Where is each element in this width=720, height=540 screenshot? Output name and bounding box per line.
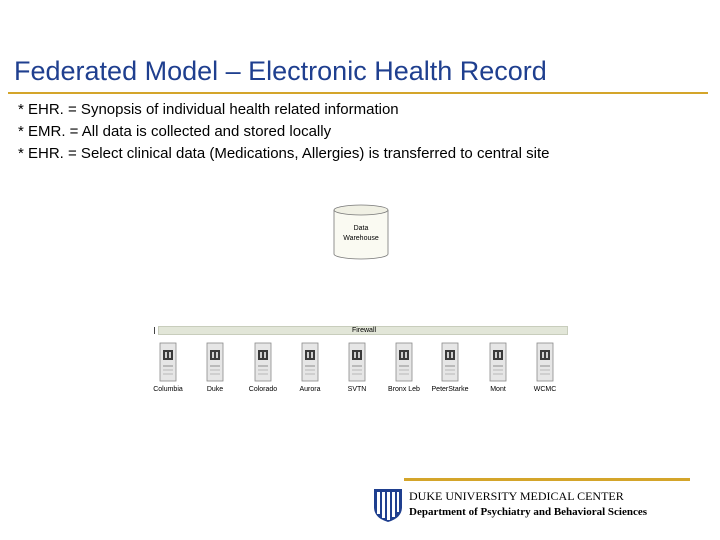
server-icon <box>441 342 459 382</box>
department-name: Department of Psychiatry and Behavioral Sciences <box>409 506 647 518</box>
firewall-bar <box>158 326 568 335</box>
site-label: Duke <box>206 386 224 393</box>
site-label: Aurora <box>299 386 321 393</box>
footer-rule <box>404 478 690 481</box>
data-warehouse <box>332 202 390 260</box>
warehouse-label: Data Warehouse <box>343 225 379 242</box>
site-label: Columbia <box>153 386 183 393</box>
site-label: Bronx Leb <box>388 386 420 393</box>
server-icon <box>206 342 224 382</box>
firewall-label: Firewall <box>351 327 377 334</box>
institution-name: DUKE UNIVERSITY MEDICAL CENTER <box>409 489 624 503</box>
bullet-item: * EHR. = Synopsis of individual health related information <box>18 101 399 118</box>
site-label: WCMC <box>533 386 557 393</box>
server-icon <box>348 342 366 382</box>
bullet-item: * EHR. = Select clinical data (Medications, Allergies) is transferred to central site <box>18 145 550 162</box>
server-icon <box>489 342 507 382</box>
site-label: Colorado <box>248 386 278 393</box>
server-icon <box>254 342 272 382</box>
title-underline <box>8 92 708 94</box>
slide-title: Federated Model – Electronic Health Record <box>14 56 547 86</box>
duke-logo <box>372 487 404 528</box>
server-icon <box>301 342 319 382</box>
bullet-item: * EMR. = All data is collected and stored locally <box>18 123 332 140</box>
firewall-edge <box>154 327 155 334</box>
site-label: PeterStarke <box>431 386 469 393</box>
bullet-list <box>18 99 549 165</box>
site-label: SVTN <box>347 386 367 393</box>
server-icon <box>159 342 177 382</box>
server-icon <box>536 342 554 382</box>
server-icon <box>395 342 413 382</box>
site-label: Mont <box>490 386 506 393</box>
